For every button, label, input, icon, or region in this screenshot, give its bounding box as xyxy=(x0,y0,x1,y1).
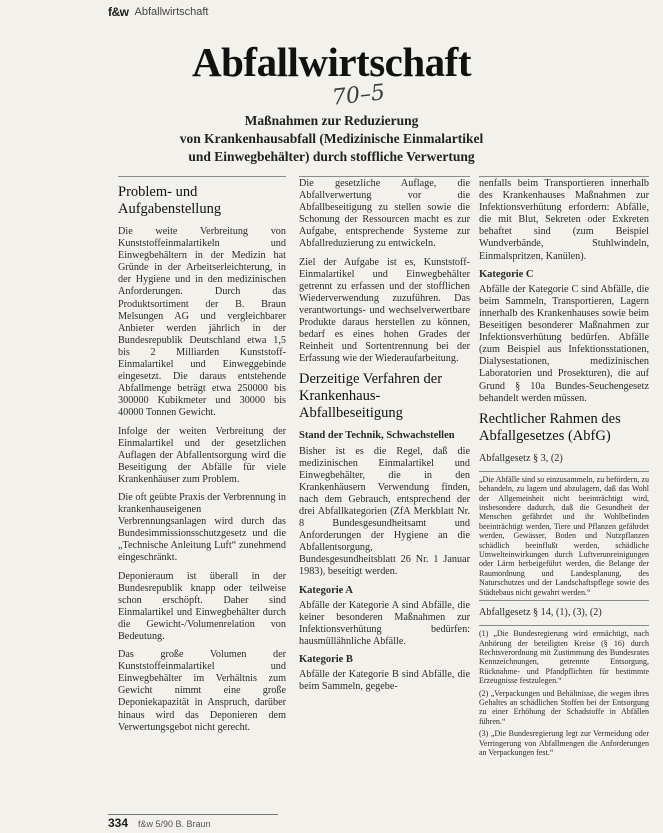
column-rule xyxy=(299,176,470,177)
paragraph: nenfalls beim Transportieren innerhalb des Krankenhauses Maßnahmen zur Infektionsverhütung erfordern: Abfälle, die mit Blut, Sekreten oder Exkreten behaftet sind (zum Beispiel Wundverbände, Stuhlwindeln, Einmalspritzen, Kanülen). xyxy=(479,178,649,262)
paragraph: Bisher ist es die Regel, daß die medizinischen Einmalartikel und Einwegbehälter, die in den Krankenhäusern Verwendung finden, nach dem Gebrauch, entsprechend der drei Abfallkategorien (ZfA Merkblatt Nr. 8 Bundesgesundheitsamt und Anforderungen der Hygiene an die Abfallentsorgung, Bundesgesundheitsblatt 26 Nr. 1 Januar 1983), beseitigt werden. xyxy=(299,445,470,578)
footnote: (1) „Die Bundesregierung wird ermächtigt, nach Anhörung der beteiligten Kreise (§ 16) durch Rechtsverordnung mit Zustimmung des Bundesrates Kennzeichnungen, getrennte Entsorgung, Rücknahme- und Pfandpflichten für bestimmte Erzeugnisse festzulegen.“ xyxy=(479,629,649,686)
paragraph: Abfälle der Kategorie B sind Abfälle, die beim Sammeln, gegebe- xyxy=(299,669,470,693)
page-number: 334 xyxy=(108,816,129,830)
subtitle-line: von Krankenhausabfall (Medizinische Einmalartikel xyxy=(179,131,484,146)
footer-source: f&w 5/90 B. Braun xyxy=(138,819,211,829)
page-title: Abfallwirtschaft xyxy=(192,39,471,85)
handwritten-note: 70–5 xyxy=(330,80,387,111)
section-heading: Problem- und Aufgabenstellung xyxy=(118,184,222,217)
law-footnotes xyxy=(479,625,649,757)
running-header xyxy=(108,4,208,20)
paragraph: Abfälle der Kategorie A sind Abfälle, die keiner besonderen Maßnahmen zur Infektionsverhütung bedürfen: hausmüllähnliche Abfälle. xyxy=(299,599,470,647)
column-2 xyxy=(299,178,470,699)
paragraph: Die oft geübte Praxis der Verbrennung in krankenhauseigenen Verbrennungsanlagen wird durch das Bundesimmissionsschutzgesetz und die „Technische Anleitung Luft“ zunehmend eingeschränkt. xyxy=(118,491,286,564)
paragraph: Das große Volumen der Kunststoffeinmalartikel und Einwegbehälter im Verhältnis zum Gewicht nimmt eine große Deponiekapazität in Anspruch, darüber hinaus wird das Deponieren dem Verwertungsgebot nicht gerecht. xyxy=(118,649,286,733)
subtitle-line: und Einwegbehälter) durch stoffliche Verwertung xyxy=(188,149,475,164)
page-footer xyxy=(108,816,211,830)
subtitle xyxy=(0,112,663,166)
subheading: Kategorie C xyxy=(479,268,534,280)
subheading: Kategorie A xyxy=(299,584,353,596)
footer-rule xyxy=(108,814,278,815)
column-3 xyxy=(479,178,649,760)
column-rule xyxy=(118,176,286,177)
paragraph: Deponieraum ist überall in der Bundesrepublik knapp oder teilweise schon erschöpft. Daher sind Einmalartikel und Einwegbehälter durch die Gewicht-/Volumenrelation von Bedeutung. xyxy=(118,570,286,642)
paragraph: Die gesetzliche Auflage, die Abfallverwertung vor die Abfallbeseitigung zu stellen sowie die Schonung der Ressourcen macht es zur Aufgabe, entsprechende Systeme zur Abfallreduzierung zu entwickeln. xyxy=(299,178,470,250)
paragraph: Infolge der weiten Verbreitung der Einmalartikel und der gesetzlichen Auflagen der Abfallentsorgung wird die Beseitigung der Abfälle für viele Krankenhäuser zum Problem. xyxy=(118,425,286,485)
footnote: (3) „Die Bundesregierung legt zur Vermeidung oder Verringerung von Abfallmengen die Anforderungen an Verpackungen fest.“ xyxy=(479,729,649,758)
law-quote: „Die Abfälle sind so einzusammeln, zu befördern, zu behandeln, zu lagern und abzulagern, daß das Wohl der Allgemeinheit nicht beeinträchtigt wird, insbesondere dadurch, daß die Gesundheit der Menschen gefährdet und ihr Wohlbefinden beeinträchtigt werden, Tiere und Pflanzen gefährdet werden, Gewässer, Boden und Nutzpflanzen schädlich beeinflußt werden, schädliche Umwelteinwirkungen durch Luftverunreinigungen oder Lärm herbeigeführt werden, die Belange der Raumordnung und Landesplanung, des Naturschutzes und der Landschaftspflege sowie des Städtebaus nicht gewahrt werden.“ xyxy=(479,471,649,601)
subtitle-line: Maßnahmen zur Reduzierung xyxy=(244,113,419,128)
column-1 xyxy=(118,178,286,740)
subheading: Stand der Technik, Schwachstellen xyxy=(299,430,455,442)
footnote: (2) „Verpackungen und Behältnisse, die wegen ihres Gehaltes an schädlichen Stoffen bei der Entsorgung zu einer Erhöhung der Schadstoffe in Abfällen führen.“ xyxy=(479,688,649,726)
paragraph: Abfälle der Kategorie C sind Abfälle, die beim Sammeln, Transportieren, Lagern innerhalb des Krankenhauses sowie beim Beseitigen besonderer Maßnahmen zur Infektionsverhütung bedürfen. Abfälle (zum Beispiel aus Infektionsstationen, Dialysestationen, medizinischen Laboratorien und Prosekturen), die auf Grund § 10a Bundes-Seuchengesetz behandelt werden müssen. xyxy=(479,283,649,404)
law-reference: Abfallgesetz § 14, (1), (3), (2) xyxy=(479,607,602,619)
section-heading: Derzeitige Verfahren der Krankenhaus-Abfallbeseitigung xyxy=(299,371,443,422)
law-reference: Abfallgesetz § 3, (2) xyxy=(479,452,563,464)
running-title: Abfallwirtschaft xyxy=(134,6,209,18)
column-rule xyxy=(479,176,649,177)
paragraph: Die weite Verbreitung von Kunststoffeinmalartikeln und Einwegbehältern in der Medizin hat Gründe in der Arbeitserleichterung, in der Hygiene und in den medizinischen Anforderungen. Durch das Produktsortiment der B. Braun Melsungen AG und vergleichbarer Anbieter werden jährlich in der Bundesrepublik Deutschland etwa 1,5 bis 2 Milliarden Kunststoff-Einmalartikel und Einweggebinde eingesetzt. Die daraus entstehende Abfallmenge beträgt etwa 250000 bis 300000 Kubikmeter und 30000 bis 40000 Tonnen Gewicht. xyxy=(118,226,286,419)
subheading: Kategorie B xyxy=(299,654,353,665)
journal-logo: f&w xyxy=(108,5,129,19)
section-heading: Rechtlicher Rahmen des Abfallgesetzes (AbfG) xyxy=(479,410,621,444)
paragraph: Ziel der Aufgabe ist es, Kunststoff-Einmalartikel und Einwegbehälter getrennt zu erfassen und der stofflichen Wiederverwendung zuzuführen. Das verantwortungs- und wechselverwertbare Produkte daraus herstellen zu können, bedarf es eines hohen Grades der Reinheit und Sortentrennung bei der Erfassung wie der Wiederaufarbeitung. xyxy=(299,256,470,365)
